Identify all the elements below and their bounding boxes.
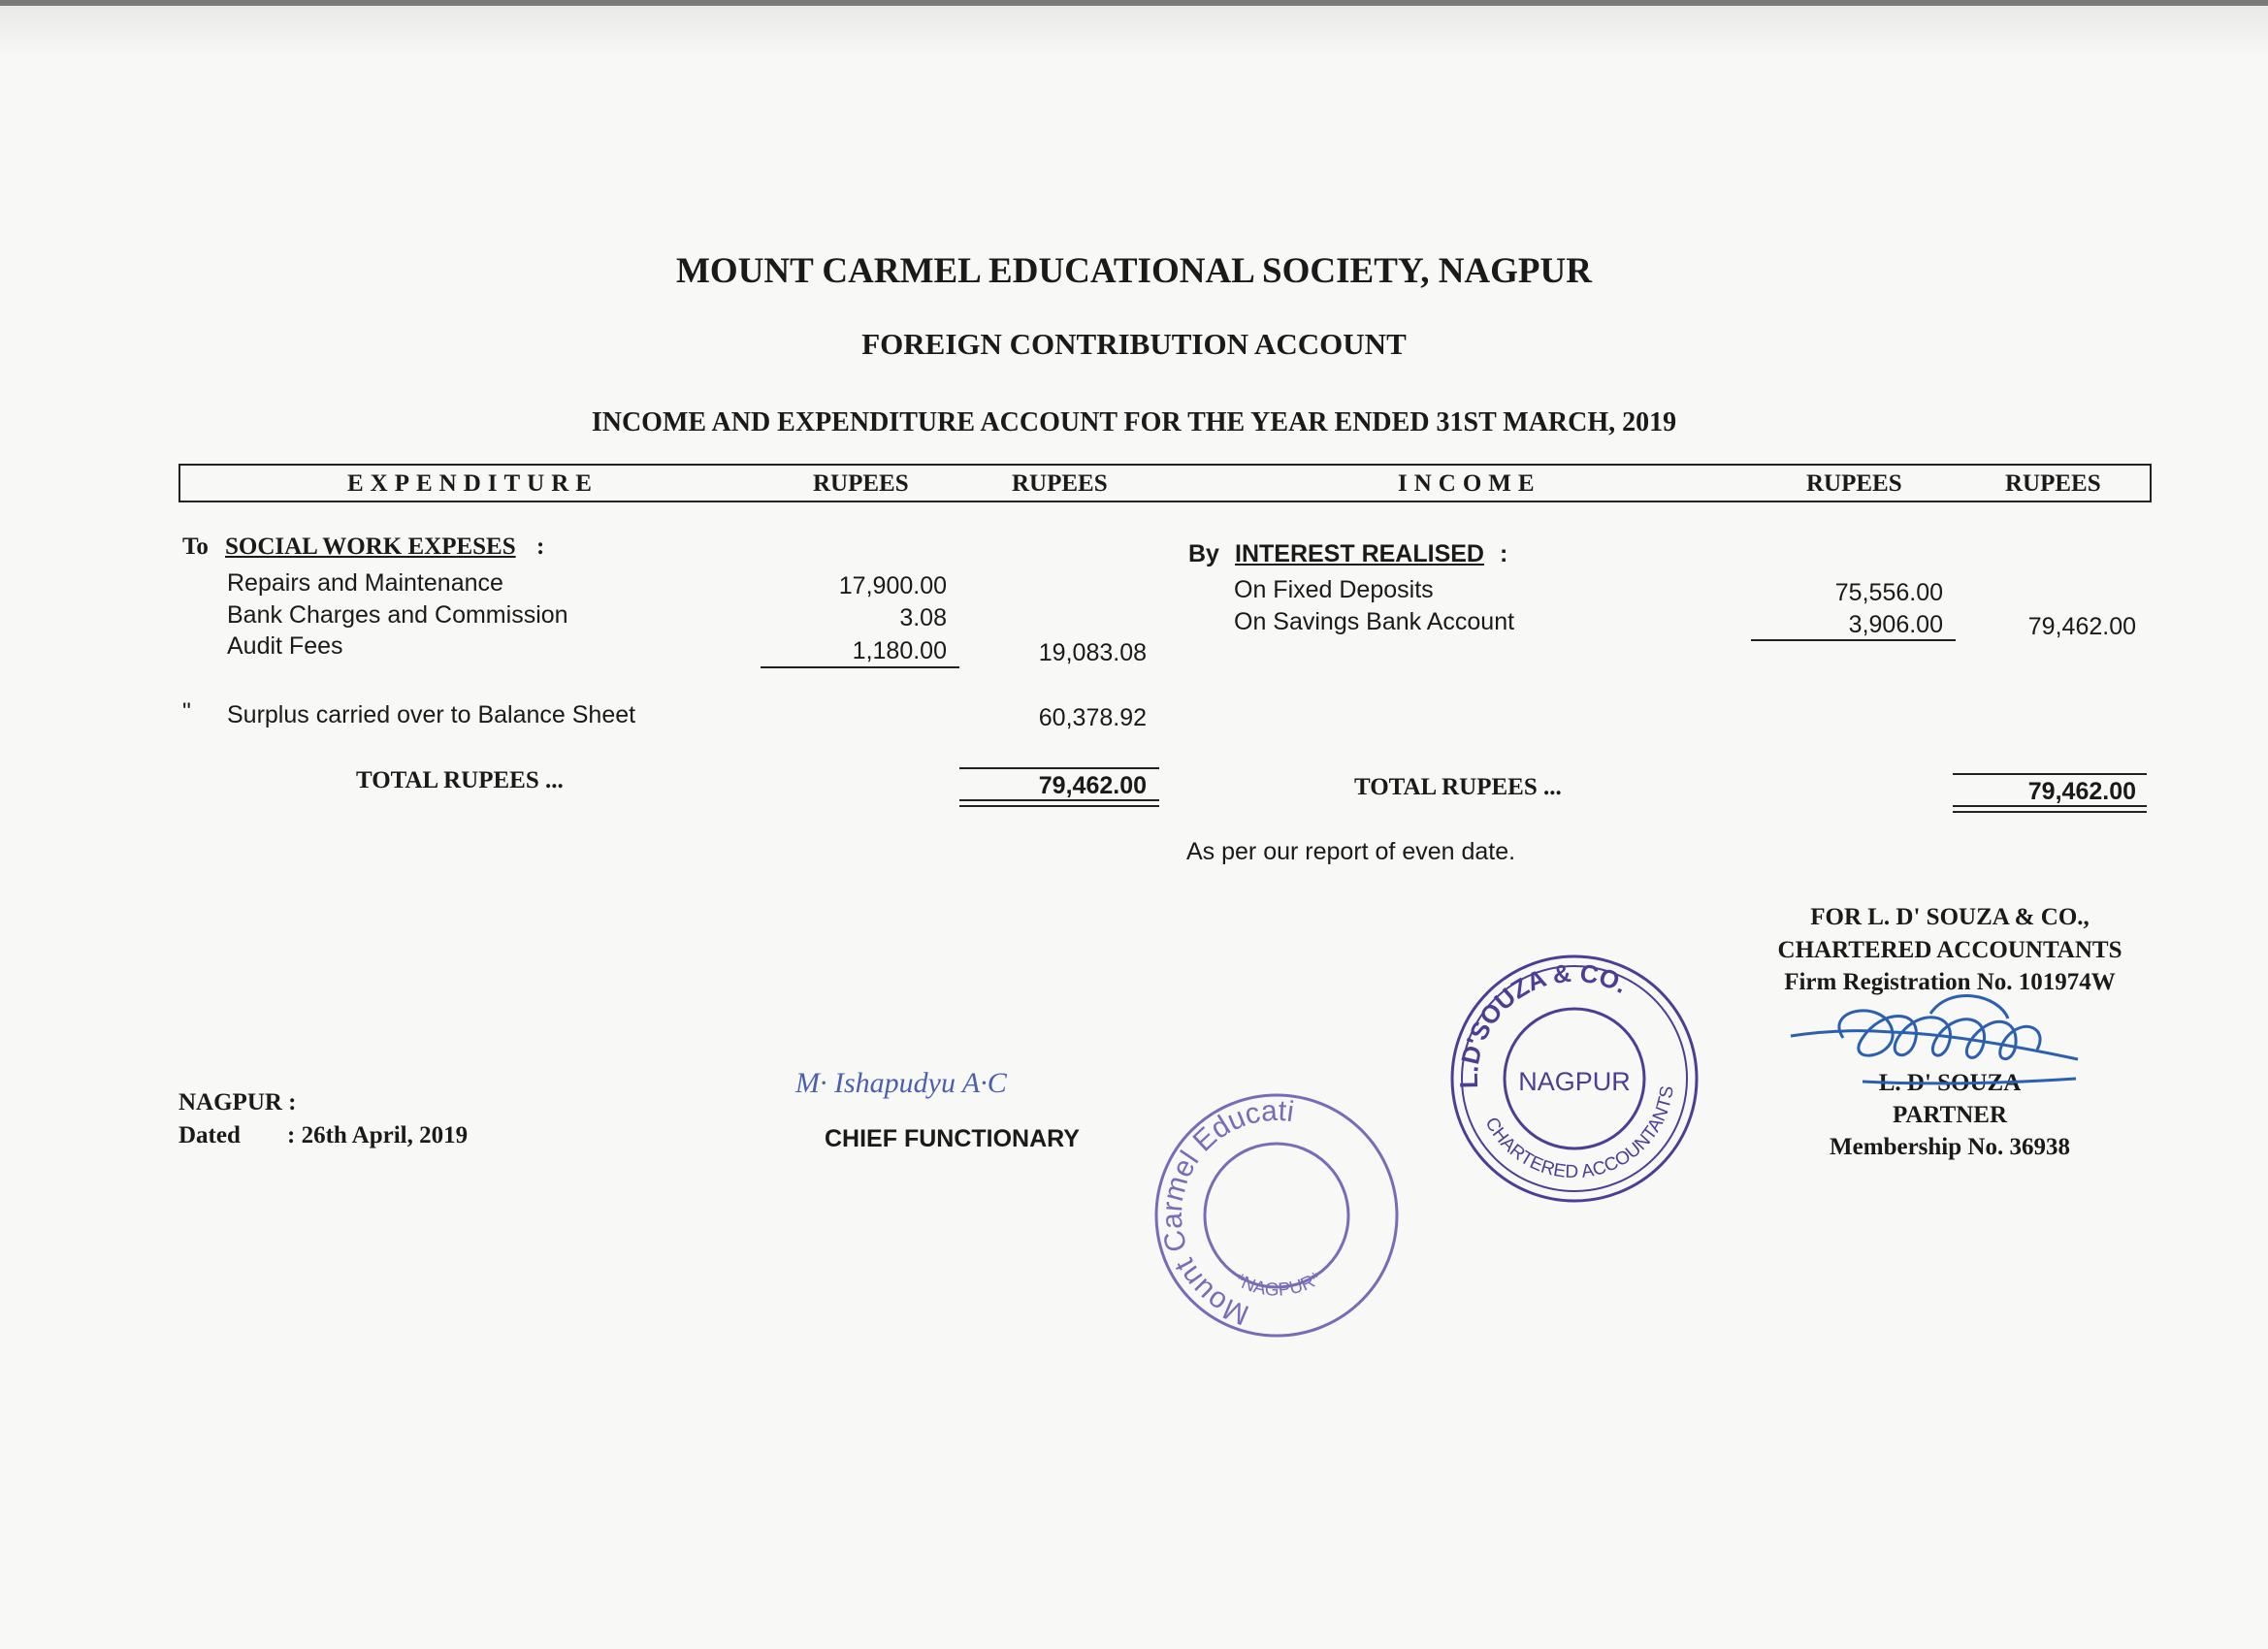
income-header: INCOME (1398, 470, 1541, 497)
auditor-membership: Membership No. 36938 (1830, 1134, 2070, 1160)
expenditure-item-amount: 17,900.00 (838, 572, 947, 599)
auditor-registration: Firm Registration No. 101974W (1784, 969, 2116, 995)
expenditure-total: 79,462.00 (1038, 772, 1147, 799)
auditor-stamp (1448, 953, 1701, 1205)
auditor-for-line: FOR L. D' SOUZA & CO., (1810, 904, 2090, 930)
ditto-mark: " (182, 698, 191, 726)
income-item-amount: 3,906.00 (1848, 611, 1943, 638)
expenditure-item-label: Repairs and Maintenance (227, 569, 503, 597)
auditor-role: PARTNER (1892, 1102, 2008, 1128)
auditor-firm-type: CHARTERED ACCOUNTANTS (1777, 937, 2122, 963)
income-prefix: By (1188, 540, 1219, 567)
auditor-signature (1785, 989, 2095, 1096)
subtotal-rule (1751, 639, 1956, 641)
income-subtotal: 79,462.00 (2027, 613, 2136, 640)
scan-shadow (0, 6, 2268, 58)
expenditure-section-colon: : (536, 534, 545, 560)
income-item-label: On Fixed Deposits (1234, 576, 1434, 603)
expenditure-item-label: Audit Fees (227, 632, 343, 660)
income-total: 79,462.00 (2027, 778, 2136, 805)
org-title: MOUNT CARMEL EDUCATIONAL SOCIETY, NAGPUR (676, 251, 1592, 291)
expenditure-section-title: SOCIAL WORK EXPESES (225, 534, 516, 560)
total-top-rule (1953, 773, 2147, 775)
auditor-name: L. D' SOUZA (1878, 1070, 2022, 1096)
subtotal-rule (761, 666, 959, 668)
chief-functionary-title: CHIEF FUNCTIONARY (825, 1125, 1080, 1152)
income-rupees-header-1: RUPEES (1806, 470, 1902, 497)
account-title: FOREIGN CONTRIBUTION ACCOUNT (861, 327, 1407, 361)
income-section-title: INTEREST REALISED (1235, 540, 1484, 567)
total-double-rule (1953, 805, 2147, 813)
auditor-stamp-center-text: NAGPUR (1518, 1067, 1631, 1096)
society-stamp-bottom-text: *NAGPUR* (1231, 1268, 1325, 1301)
date-value: : 26th April, 2019 (287, 1122, 469, 1148)
income-total-label: TOTAL RUPEES ... (1354, 774, 1562, 800)
expenditure-item-label: Bank Charges and Commission (227, 601, 568, 629)
expenditure-rupees-header-1: RUPEES (813, 470, 909, 497)
expenditure-prefix: To (182, 534, 209, 560)
place-label: NAGPUR : (178, 1089, 297, 1116)
society-stamp-top-text: Mount Carmel Educational (1155, 1094, 1296, 1332)
svg-text:Mount Carmel Educational Socie (1150, 1089, 1298, 1342)
expenditure-item-amount: 1,180.00 (852, 637, 947, 664)
income-item-amount: 75,556.00 (1834, 579, 1943, 606)
chief-signature: M· Ishapudyu A·C (795, 1067, 1007, 1099)
expenditure-rupees-header-2: RUPEES (1012, 470, 1108, 497)
total-top-rule (959, 767, 1159, 769)
total-double-rule (959, 799, 1159, 807)
expenditure-header: EXPENDITURE (347, 470, 599, 497)
report-note: As per our report of even date. (1186, 838, 1516, 865)
svg-text:*NAGPUR* (1231, 1268, 1325, 1301)
surplus-amount: 60,378.92 (1038, 704, 1147, 731)
dated-label: Dated (178, 1122, 241, 1148)
auditor-stamp-bottom-text: CHARTERED ACCOUNTANTS (1480, 1084, 1678, 1183)
expenditure-total-label: TOTAL RUPEES ... (356, 767, 564, 793)
income-rupees-header-2: RUPEES (2005, 470, 2101, 497)
society-stamp (1150, 1089, 1403, 1342)
income-item-label: On Savings Bank Account (1234, 608, 1515, 635)
surplus-label: Surplus carried over to Balance Sheet (227, 701, 636, 728)
expenditure-subtotal: 19,083.08 (1038, 639, 1147, 666)
income-section-colon: : (1500, 540, 1508, 567)
statement-title: INCOME AND EXPENDITURE ACCOUNT FOR THE YEAR ENDED 31ST MARCH, 2019 (591, 407, 1677, 437)
expenditure-item-amount: 3.08 (899, 604, 947, 631)
auditor-stamp-top-text: L.D'SOUZA & CO. (1453, 957, 1633, 1089)
